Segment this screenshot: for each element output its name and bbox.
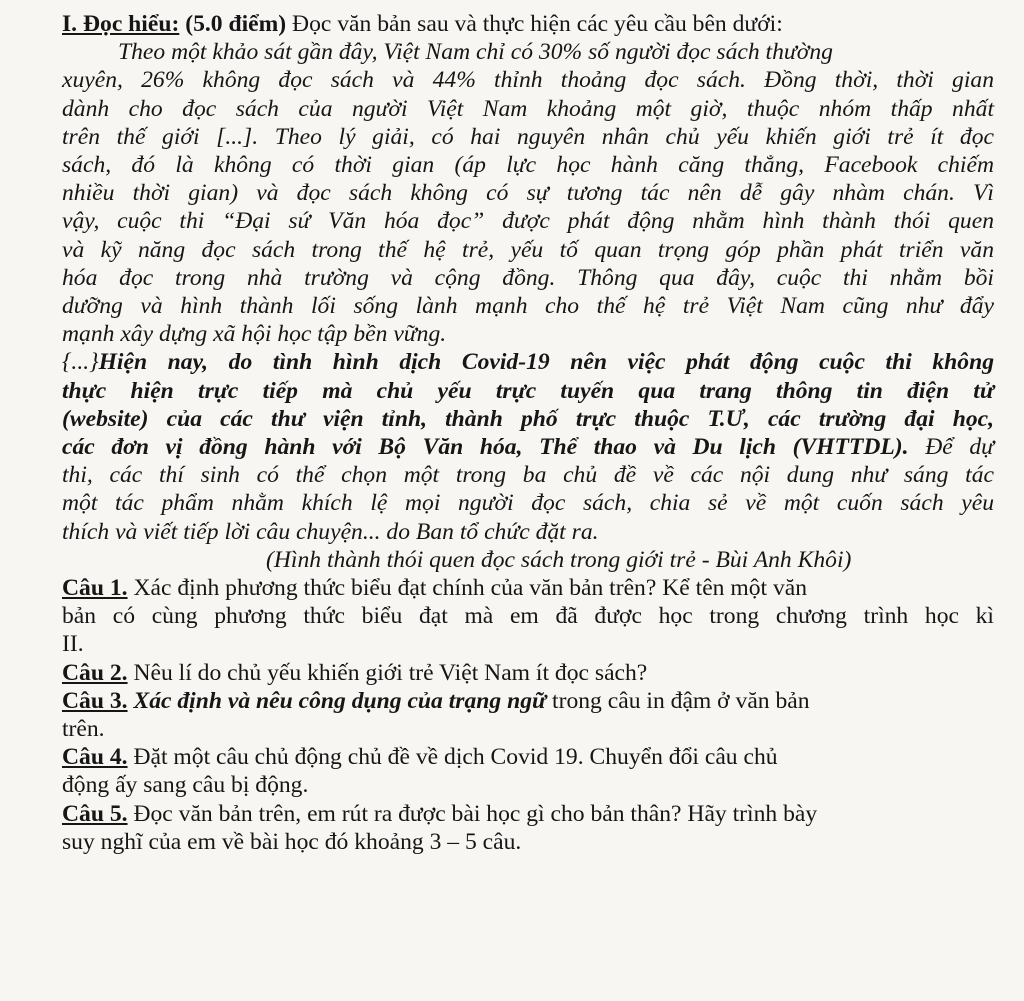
question-5	[62, 800, 994, 828]
question-1-text: II.	[62, 631, 84, 658]
question-1-label: Câu 1.	[62, 575, 128, 602]
passage-line: mạnh xây dựng xã hội học tập bền vững.	[62, 321, 447, 348]
passage-line: Theo một khảo sát gần đây, Việt Nam chỉ có 30% số người đọc sách thường	[118, 39, 833, 66]
question-1-text: bản có cùng phương thức biểu đạt mà em đã được học trong chương trình học kì	[62, 603, 994, 630]
bold-sentence-part: Hiện nay, do tình hình dịch Covid-19 nên việc phát động cuộc thi không	[98, 349, 994, 376]
passage-line: thích và viết tiếp lời câu chuyện... do Ban tổ chức đặt ra.	[62, 518, 599, 545]
passage-line: thi, các thí sinh có thể chọn một trong ba chủ đề về các nội dung như sáng tác	[62, 462, 994, 489]
question-2-text: Nêu lí do chủ yếu khiến giới trẻ Việt Nam ít đọc sách?	[127, 659, 648, 686]
question-4-text: động ấy sang câu bị động.	[62, 772, 309, 799]
passage-line: nhiều thời gian) và đọc sách không có sự tương tác nên dễ gây nhàm chán. Vì	[62, 180, 994, 207]
question-3-text: trên.	[62, 716, 105, 743]
question-1	[62, 574, 994, 602]
passage-line: trên thế giới [...]. Theo lý giải, có hai nguyên nhân chủ yếu khiến giới trẻ ít đọc	[62, 123, 994, 150]
question-5-text: suy nghĩ của em về bài học đó khoảng 3 – 5 câu.	[62, 828, 522, 855]
question-3	[62, 687, 994, 715]
bold-sentence-part: các đơn vị đồng hành với Bộ Văn hóa, Thể thao và Du lịch (VHTTDL).	[62, 434, 909, 461]
passage-line: sách, đó là không có thời gian (áp lực học hành căng thẳng, Facebook chiếm	[62, 152, 994, 179]
passage-line: xuyên, 26% không đọc sách và 44% thỉnh thoảng đọc sách. Đồng thời, thời gian	[62, 67, 994, 94]
passage-line-bold: thực hiện trực tiếp mà chủ yếu trực tuyến qua trang thông tin điện tử	[62, 377, 994, 404]
section-label: I. Đọc hiểu:	[62, 11, 180, 37]
question-2	[62, 659, 994, 687]
ellipsis-marker: {...}	[62, 349, 99, 376]
passage-line: hóa đọc trong nhà trường và cộng đồng. Thông qua đây, cuộc thi nhằm bồi	[62, 264, 994, 291]
passage-line: dành cho đọc sách của người Việt Nam khoảng một giờ, thuộc nhóm thấp nhất	[62, 95, 994, 122]
section-instruction: Đọc văn bản sau và thực hiện các yêu cầu bên dưới:	[292, 11, 783, 37]
section-points: (5.0 điểm)	[185, 11, 287, 37]
question-4-text: Đặt một câu chủ động chủ đề về dịch Covid 19. Chuyển đổi câu chủ	[127, 744, 778, 771]
question-4-label: Câu 4.	[62, 744, 128, 771]
passage-line-bold	[62, 348, 994, 376]
section-heading	[62, 10, 994, 38]
passage-line-bold	[62, 433, 994, 461]
passage-line-bold: (website) của các thư viện tỉnh, thành phố trực thuộc T.Ư, các trường đại học,	[62, 405, 994, 432]
passage-line: và kỹ năng đọc sách trong thế hệ trẻ, yếu tố quan trọng góp phần phát triển văn	[62, 236, 994, 263]
passage-text-tail: Để dự	[908, 434, 994, 461]
question-4	[62, 743, 994, 771]
passage-line: dưỡng và hình thành lối sống lành mạnh cho thế hệ trẻ Việt Nam cũng như đẩy	[62, 293, 994, 320]
passage-source: (Hình thành thói quen đọc sách trong giới trẻ - Bùi Anh Khôi)	[266, 546, 852, 573]
question-5-text: Đọc văn bản trên, em rút ra được bài học gì cho bản thân? Hãy trình bày	[127, 800, 818, 827]
question-3-emphasis: Xác định và nêu công dụng của trạng ngữ	[127, 687, 547, 714]
question-3-text: trong câu in đậm ở văn bản	[546, 687, 810, 714]
passage-line: vậy, cuộc thi “Đại sứ Văn hóa đọc” được phát động nhằm hình thành thói quen	[62, 208, 994, 235]
question-5-label: Câu 5.	[62, 800, 128, 827]
question-2-label: Câu 2.	[62, 659, 128, 686]
passage-line: một tác phẩm nhằm khích lệ mọi người đọc sách, chia sẻ về một cuốn sách yêu	[62, 490, 994, 517]
question-3-label: Câu 3.	[62, 687, 128, 714]
question-1-text: Xác định phương thức biểu đạt chính của văn bản trên? Kể tên một văn	[127, 575, 808, 602]
